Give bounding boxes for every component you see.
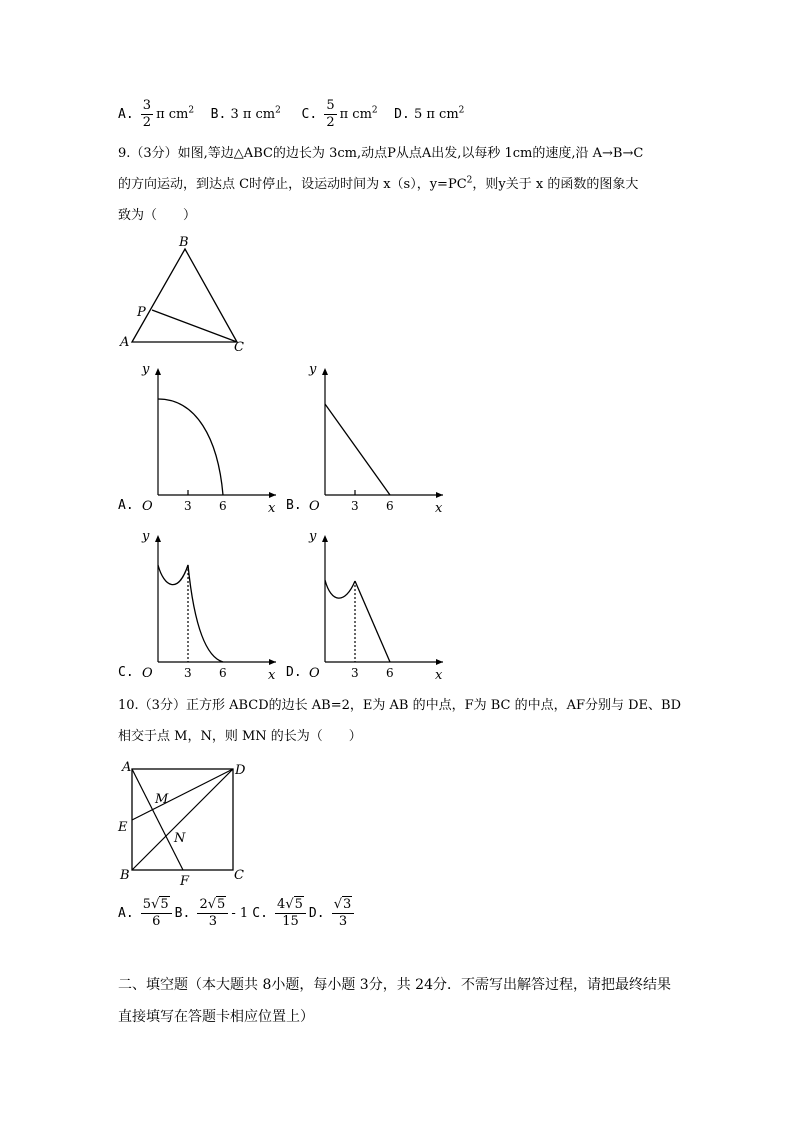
q8-a-numerator: 3 [142, 98, 152, 113]
q10-d-radicand: 3 [343, 897, 352, 912]
q10-option-a-fraction [141, 897, 172, 930]
tick-label-3: 3 [351, 499, 359, 513]
x-label: x [435, 668, 443, 683]
q8-option-d-text: 5 π cm [413, 107, 459, 122]
sqrt-icon: √ [333, 897, 342, 912]
q10-c-coef: 4 [277, 897, 286, 912]
q10-option-d-label: D. [308, 906, 325, 921]
q10-d-numerator [332, 897, 355, 914]
x-label: x [268, 668, 276, 683]
section-2-heading-line-1: 二、填空题（本大题共 8小题，每小题 3分，共 24分．不需写出解答过程，请把最终结果 [118, 977, 671, 993]
origin-label: O [309, 499, 320, 514]
vertex-label-c: C [234, 340, 244, 354]
q10-d-denominator: 3 [338, 914, 348, 929]
tick-label-6: 6 [219, 666, 227, 680]
q8-option-b-text: 3 π cm [230, 107, 276, 122]
q8-option-a-label: A. [118, 107, 134, 122]
q10-c-denominator: 15 [282, 914, 299, 929]
vertex-label-c: C [234, 868, 244, 883]
q8-c-numerator: 5 [326, 98, 335, 113]
tick-label-3: 3 [184, 499, 192, 513]
q10-square-figure [112, 758, 262, 888]
q10-b-numerator [197, 897, 228, 914]
q10-a-radicand: 5 [160, 897, 169, 912]
q10-b-coef: 2 [199, 897, 208, 912]
q9-line-2-a: 的方向运动，到达点 C时停止，设运动时间为 x（s），y=PC [118, 177, 467, 192]
q10-b-denominator: 3 [208, 914, 218, 929]
q8-option-a-fraction [141, 98, 153, 131]
tick-label-3: 3 [184, 666, 192, 680]
y-arrow-icon [155, 368, 161, 375]
q9-graph-a-label: A. [118, 498, 134, 513]
q8-a-sq: 2 [188, 105, 195, 116]
segment-pc [152, 310, 237, 342]
sqrt-icon: √ [151, 897, 160, 912]
x-arrow-icon [436, 659, 443, 665]
x-arrow-icon [269, 492, 276, 498]
q10-option-c-label: C. [252, 906, 268, 921]
triangle-abc [132, 249, 237, 342]
q10-a-coef: 5 [142, 897, 152, 912]
q9-line-2 [118, 176, 638, 194]
q9-graph-d [303, 525, 453, 685]
q9-line-3: 致为（ ） [118, 208, 197, 223]
q9-line-2-b: ，则y关于 x 的函数的图象大 [472, 177, 639, 192]
curve-c [158, 565, 223, 662]
q10-c-radicand: 5 [294, 897, 303, 912]
x-label: x [435, 501, 443, 516]
q8-c-denominator: 2 [326, 115, 335, 130]
q10-option-b-label: B. [174, 906, 191, 921]
vertex-label-b: B [120, 868, 130, 883]
q10-option-b-fraction [197, 897, 228, 930]
q10-b-tail: - 1 [231, 906, 249, 921]
q8-a-unit: π cm [156, 107, 189, 122]
y-label: y [309, 529, 317, 544]
tick-label-6: 6 [219, 499, 227, 513]
section-2-heading-line-2: 直接填写在答题卡相应位置上） [118, 1009, 314, 1025]
y-label: y [142, 362, 150, 377]
point-label-e: E [118, 820, 128, 835]
q10-options [118, 897, 357, 937]
q9-graph-c-label: C. [118, 665, 134, 680]
q10-line-1: 10.（3分）正方形 ABCD的边长 AB=2，E为 AB 的中点，F为 BC 的中点，AF分别与 DE、BD [118, 698, 682, 713]
y-label: y [142, 529, 150, 544]
q10-option-d-fraction [332, 897, 355, 930]
q10-a-numerator [141, 897, 172, 914]
y-arrow-icon [322, 368, 328, 375]
x-label: x [268, 501, 276, 516]
q10-line-2: 相交于点 M，N，则 MN 的长为（ ） [118, 729, 362, 744]
curve-a [158, 399, 223, 495]
q8-option-c-fraction [324, 98, 336, 131]
q10-b-radicand: 5 [217, 897, 226, 912]
vertex-label-a: A [122, 760, 132, 775]
vertex-label-b: B [179, 235, 189, 250]
y-arrow-icon [155, 535, 161, 542]
segment-af [132, 769, 183, 870]
origin-label: O [142, 499, 153, 514]
sqrt-icon: √ [285, 897, 294, 912]
line-b [325, 404, 390, 495]
q9-line-1: 9.（3分）如图,等边△ABC的边长为 3cm,动点P从点A出发,以每秒 1cm的速度,沿 A→B→C [118, 146, 644, 161]
q9-graph-d-label: D. [286, 665, 302, 680]
origin-label: O [142, 666, 153, 681]
tick-label-6: 6 [386, 666, 394, 680]
q9-graph-a [136, 358, 286, 518]
vertex-label-a: A [120, 335, 130, 350]
sqrt-icon: √ [207, 897, 217, 912]
q8-b-sq: 2 [275, 105, 281, 116]
tick-label-3: 3 [351, 666, 359, 680]
q8-option-b-label: B. [210, 107, 227, 122]
point-label-m: M [155, 792, 169, 807]
q9-graph-b-label: B. [286, 498, 302, 513]
q8-a-denominator: 2 [142, 115, 152, 130]
q8-option-d-label: D. [394, 107, 410, 122]
y-label: y [309, 362, 317, 377]
q9-graph-b [303, 358, 453, 518]
q8-c-sq: 2 [371, 105, 378, 116]
tick-label-6: 6 [386, 499, 394, 513]
point-label-f: F [180, 874, 190, 888]
q8-option-c-label: C. [301, 107, 318, 122]
line-d [355, 581, 390, 662]
q10-option-c-fraction [275, 897, 306, 930]
segment-de [132, 769, 233, 820]
q8-c-unit: π cm [339, 107, 372, 122]
point-label-n: N [174, 831, 186, 846]
q10-a-denominator: 6 [152, 914, 161, 929]
point-label-p: P [137, 305, 146, 320]
q9-line-2-sup: 2 [466, 175, 473, 186]
q8-options [118, 98, 464, 134]
q10-c-numerator [275, 897, 306, 914]
vertex-label-d: D [235, 763, 246, 778]
segment-bd [132, 769, 233, 870]
curve-d [325, 580, 355, 598]
q9-triangle-figure [112, 232, 252, 354]
x-arrow-icon [436, 492, 443, 498]
x-arrow-icon [269, 659, 276, 665]
q9-graph-c [136, 525, 286, 685]
q10-option-a-label: A. [118, 906, 134, 921]
origin-label: O [309, 666, 320, 681]
q8-d-sq: 2 [458, 105, 465, 116]
y-arrow-icon [322, 535, 328, 542]
